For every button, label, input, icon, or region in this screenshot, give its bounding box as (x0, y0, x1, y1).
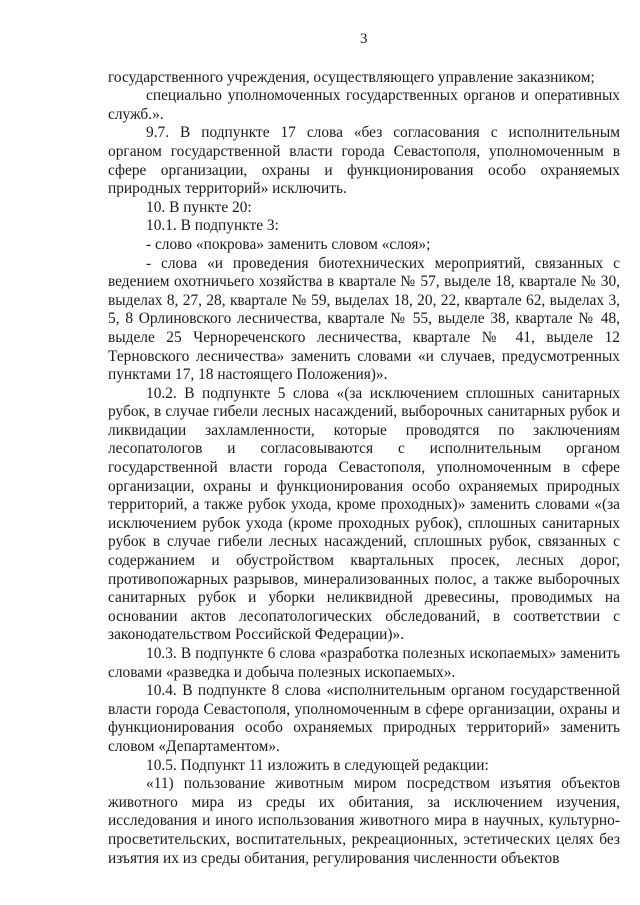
paragraph-6: - слово «покрова» заменить словом «слоя»; (146, 235, 431, 253)
paragraph-12: «11) пользование животным миром посредством изъятия объектов животного мира из среды их обитания, за исключением изучения, исследования и иного использования животного мира в научных, культурно-просветительских, воспитательных, рекреационных, эстетических целях без изъятия их из среды обитания, регулирования численности объектов (108, 775, 620, 867)
paragraph-9: 10.3. В подпункте 6 слова «разработка полезных ископаемых» заменить словами «разведка и добыча полезных ископаемых». (108, 645, 620, 681)
paragraph-1: государственного учреждения, осуществляющего управление заказником; (108, 68, 595, 86)
paragraph-7: - слова «и проведения биотехнических мероприятий, связанных с ведением охотничьего хозяйства в квартале № 57, выделе 18, квартале № 30, выделах 8, 27, 28, квартале № 59, выделах 18, 20, 22, квартале 62, выделах 3, 5, 8 Орлиновского лесничества, квартале № 55, выделе 38, квартале № 48, выделе 25 Чернореченского лесничества, квартале № 41, выделе 12 Терновского лесничества» заменить словами «и случаев, предусмотренных пунктами 17, 18 настоящего Положения)». (108, 254, 620, 384)
paragraph-4: 10. В пункте 20: (146, 198, 252, 216)
paragraph-2: специально уполномоченных государственных органов и оперативных служб.». (108, 87, 620, 123)
paragraph-11: 10.5. Подпункт 11 изложить в следующей редакции: (146, 756, 489, 774)
paragraph-3: 9.7. В подпункте 17 слова «без согласования с исполнительным органом государственной власти города Севастополя, уполномоченным в сфере организации, охраны и функционирования особо охраняемых природных территорий» исключить. (108, 124, 620, 198)
paragraph-10: 10.4. В подпункте 8 слова «исполнительным органом государственной власти города Севастополя, уполномоченным в сфере организации, охраны и функционирования особо охраняемых природных территорий» заменить словом «Департаментом». (108, 682, 620, 755)
paragraph-5: 10.1. В подпункте 3: (146, 217, 279, 235)
page-number: 3 (360, 31, 368, 47)
paragraph-8: 10.2. В подпункте 5 слова «(за исключением сплошных санитарных рубок, в случае гибели лесных насаждений, выборочных санитарных рубок и ликвидации захламленности, которые проводятся по заключениям лесопатологов и согласовываются с исполнительным органом государственной власти города Севастополя, уполномоченным в сфере организации, охраны и функционирования особо охраняемых природных территорий, а также рубок ухода, кроме проходных)» заменить словами «(за исключением рубок ухода (кроме проходных рубок), сплошных санитарных рубок в случае гибели лесных насаждений, сплошных рубок, связанных с содержанием и обустройством квартальных просек, лесных дорог, противопожарных разрывов, минерализованных полос, а также выборочных санитарных рубок и уборки неликвидной древесины, проводимых на основании актов лесопатологических обследований, в соответствии с законодательством Российской Федерации)». (108, 384, 620, 644)
document-page (108, 10, 620, 868)
